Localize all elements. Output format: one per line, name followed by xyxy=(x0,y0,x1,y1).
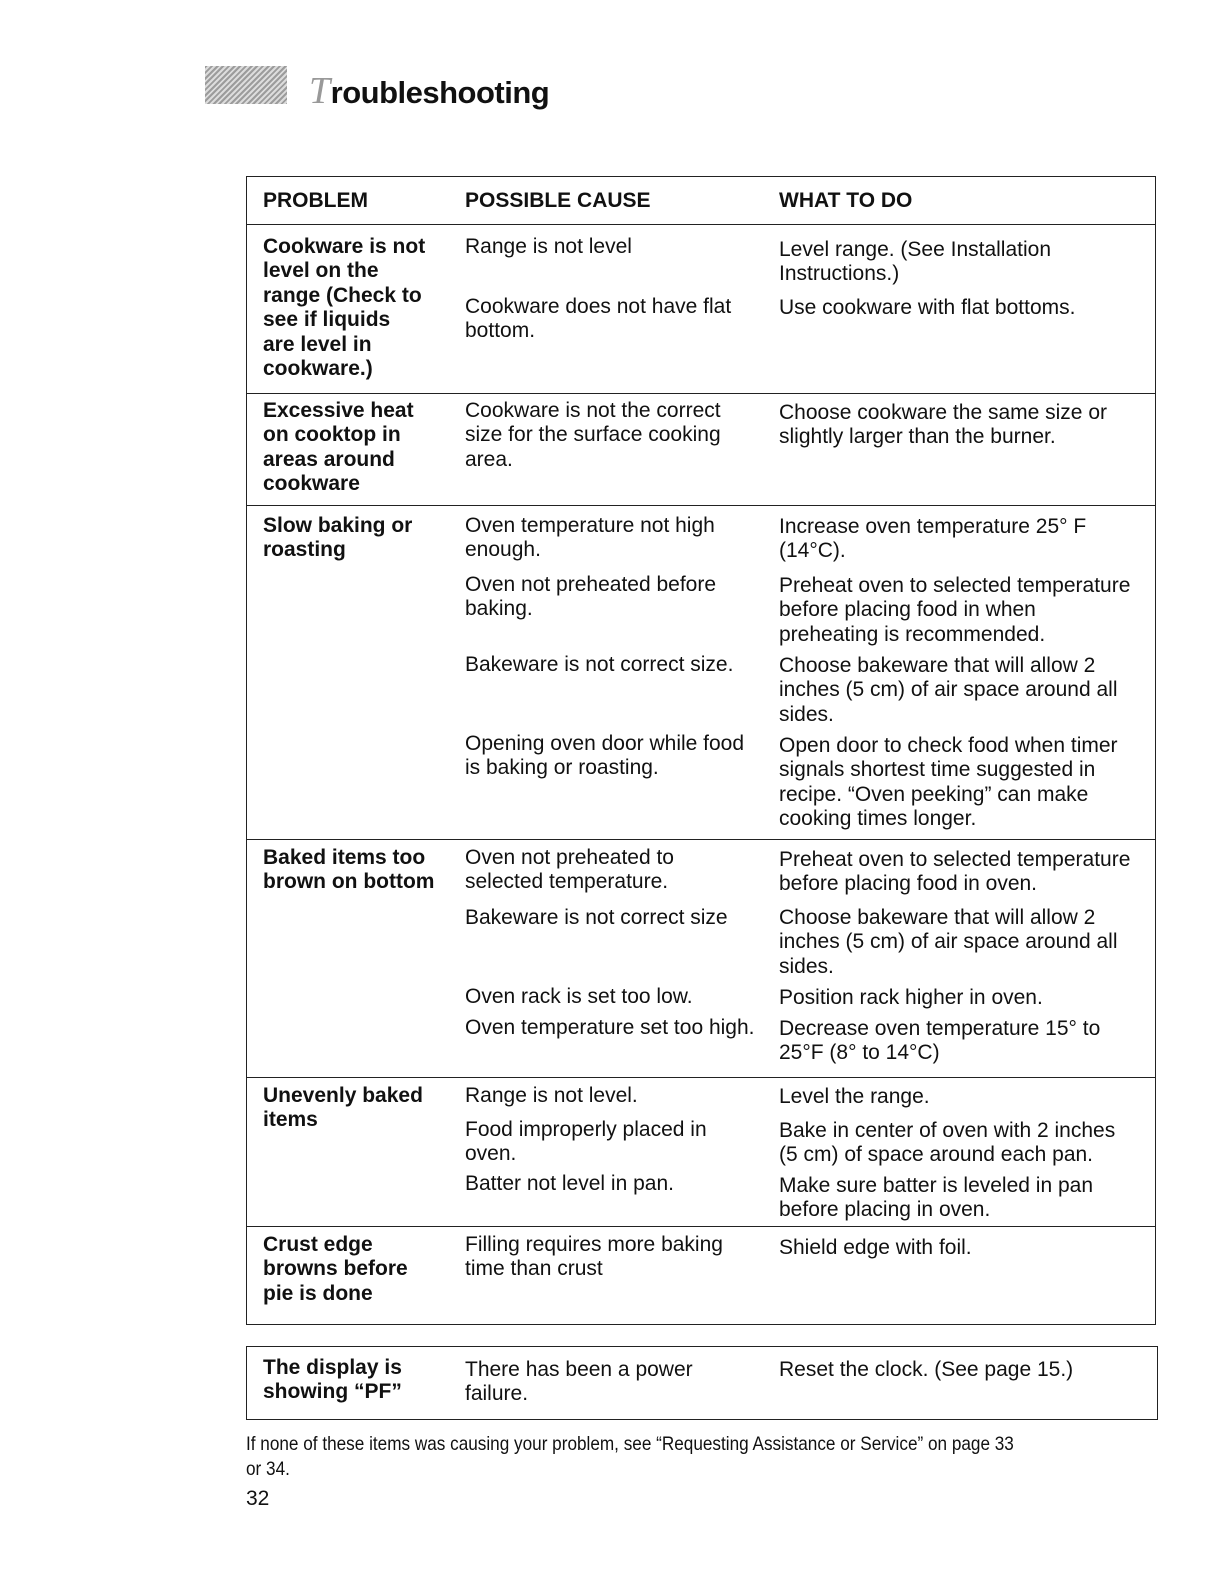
problem-cell: The display is showing “PF” xyxy=(263,1356,402,1404)
page-title xyxy=(309,72,549,110)
problem-cell: Cookware is not level on the range (Check to see if liquids are level in cookware.) xyxy=(263,235,426,381)
action-cell: Decrease oven temperature 15° to 25°F (8° to 14°C) xyxy=(779,1017,1101,1065)
footnote: If none of these items was causing your problem, see “Requesting Assistance or Service” on page 33 or 34. xyxy=(246,1433,1014,1480)
action-cell: Open door to check food when timer signals shortest time suggested in recipe. “Oven peeking” can make cooking times longer. xyxy=(779,734,1118,831)
action-cell: Shield edge with foil. xyxy=(779,1236,972,1259)
problem-cell: Crust edge browns before pie is done xyxy=(263,1233,408,1305)
page-header xyxy=(205,62,549,110)
table-row xyxy=(247,1227,1155,1324)
cause-cell: Oven not preheated before baking. xyxy=(465,573,717,621)
table-row xyxy=(247,394,1155,506)
action-cell: Level range. (See Installation Instructions.) xyxy=(779,238,1052,286)
cause-cell: Opening oven door while food is baking or roasting. xyxy=(465,732,745,780)
table-row xyxy=(247,506,1155,840)
cause-cell: Cookware is not the correct size for the surface cooking area. xyxy=(465,399,721,471)
table-header xyxy=(247,177,1155,225)
cause-cell: Range is not level. xyxy=(465,1084,638,1107)
cause-cell: Bakeware is not correct size xyxy=(465,906,728,929)
header-possible-cause: POSSIBLE CAUSE xyxy=(465,188,651,212)
cause-cell: Oven not preheated to selected temperature. xyxy=(465,846,674,894)
action-cell: Reset the clock. (See page 15.) xyxy=(779,1358,1074,1381)
table-row xyxy=(247,225,1155,394)
title-rest: roubleshooting xyxy=(330,75,550,110)
troubleshooting-table xyxy=(246,176,1156,1325)
cause-cell: Oven rack is set too low. xyxy=(465,985,693,1008)
cause-cell: Range is not level xyxy=(465,235,632,258)
page-number: 32 xyxy=(246,1487,270,1510)
header-what-to-do: WHAT TO DO xyxy=(779,188,913,212)
table-row xyxy=(247,840,1155,1078)
cause-cell: Cookware does not have flat bottom. xyxy=(465,295,732,343)
action-cell: Increase oven temperature 25° F (14°C). xyxy=(779,515,1087,563)
title-initial: T xyxy=(309,70,330,112)
table-row xyxy=(247,1078,1155,1227)
problem-cell: Baked items too brown on bottom xyxy=(263,846,435,894)
action-cell: Use cookware with flat bottoms. xyxy=(779,296,1076,319)
header-decoration xyxy=(205,66,287,104)
cause-cell: Food improperly placed in oven. xyxy=(465,1118,707,1166)
action-cell: Choose cookware the same size or slightly larger than the burner. xyxy=(779,401,1107,449)
header-problem: PROBLEM xyxy=(263,188,368,212)
action-cell: Preheat oven to selected temperature before placing food in when preheating is recommended. xyxy=(779,574,1131,646)
problem-cell: Excessive heat on cooktop in areas around cookware xyxy=(263,399,414,496)
action-cell: Position rack higher in oven. xyxy=(779,986,1043,1009)
cause-cell: Filling requires more baking time than crust xyxy=(465,1233,723,1281)
action-cell: Level the range. xyxy=(779,1085,930,1108)
cause-cell: Oven temperature set too high. xyxy=(465,1016,755,1039)
cause-cell: Bakeware is not correct size. xyxy=(465,653,734,676)
display-table xyxy=(246,1346,1158,1420)
cause-cell: Batter not level in pan. xyxy=(465,1172,674,1195)
problem-cell: Unevenly baked items xyxy=(263,1084,423,1132)
action-cell: Preheat oven to selected temperature before placing food in oven. xyxy=(779,848,1131,896)
action-cell: Bake in center of oven with 2 inches (5 cm) of space around each pan. xyxy=(779,1119,1116,1167)
problem-cell: Slow baking or roasting xyxy=(263,514,413,562)
cause-cell: Oven temperature not high enough. xyxy=(465,514,715,562)
action-cell: Choose bakeware that will allow 2 inches (5 cm) of air space around all sides. xyxy=(779,906,1118,978)
cause-cell: There has been a power failure. xyxy=(465,1358,693,1406)
action-cell: Choose bakeware that will allow 2 inches (5 cm) of air space around all sides. xyxy=(779,654,1118,726)
action-cell: Make sure batter is leveled in pan before placing in oven. xyxy=(779,1174,1094,1222)
